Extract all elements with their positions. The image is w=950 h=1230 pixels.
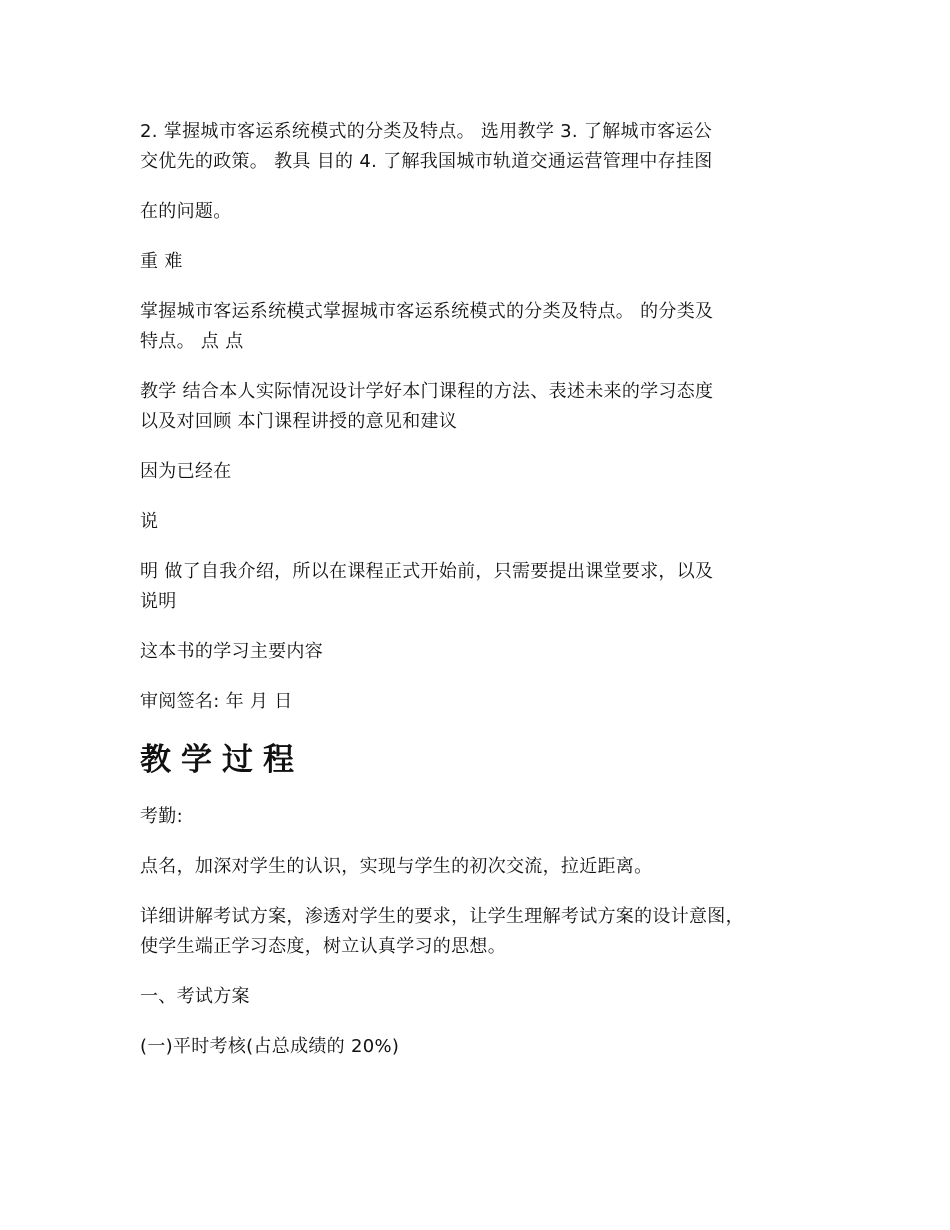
text-line: 教学 结合本人实际情况设计学好本门课程的方法、表述未来的学习态度 [140, 381, 714, 402]
text-line: 特点。 点 点 [140, 331, 244, 352]
explanation-paragraph [140, 557, 830, 617]
text-line: 掌握城市客运系统模式掌握城市客运系统模式的分类及特点。 的分类及 [140, 301, 714, 322]
key-difficulty-label: 重 难 [140, 251, 183, 272]
text-line: 使学生端正学习态度，树立认真学习的思想。 [140, 936, 506, 957]
text-paragraph: 因为已经在 [140, 461, 232, 482]
text-line: 详细讲解考试方案，渗透对学生的要求，让学生理解考试方案的设计意图， [140, 906, 744, 927]
section-heading: 教学过程 [140, 742, 304, 778]
text-paragraph: 点名，加深对学生的认识，实现与学生的初次交流，拉近距离。 [140, 856, 653, 877]
text-paragraph: 说 [140, 511, 159, 532]
text-line: 明 做了自我介绍，所以在课程正式开始前，只需要提出课堂要求，以及 [140, 561, 714, 582]
objectives-paragraph [140, 117, 830, 177]
exam-explanation-paragraph [140, 902, 830, 962]
section-subheading: (一)平时考核(占总成绩的 20%) [140, 1036, 400, 1057]
text-line: 2. 掌握城市客运系统模式的分类及特点。 选用教学 3. 了解城市客运公 [140, 121, 713, 142]
review-signature-line: 审阅签名: 年 月 日 [140, 691, 293, 712]
text-line: 说明 [140, 591, 177, 612]
teaching-paragraph [140, 377, 830, 437]
section-subheading: 一、考试方案 [140, 986, 250, 1007]
text-paragraph: 这本书的学习主要内容 [140, 641, 323, 662]
text-line: 交优先的政策。 教具 目的 4. 了解我国城市轨道交通运营管理中存挂图 [140, 151, 713, 172]
key-points-paragraph [140, 297, 830, 357]
text-line: 以及对回顾 本门课程讲授的意见和建议 [140, 411, 458, 432]
text-paragraph: 考勤: [140, 806, 183, 827]
text-paragraph: 在的问题。 [140, 201, 232, 222]
